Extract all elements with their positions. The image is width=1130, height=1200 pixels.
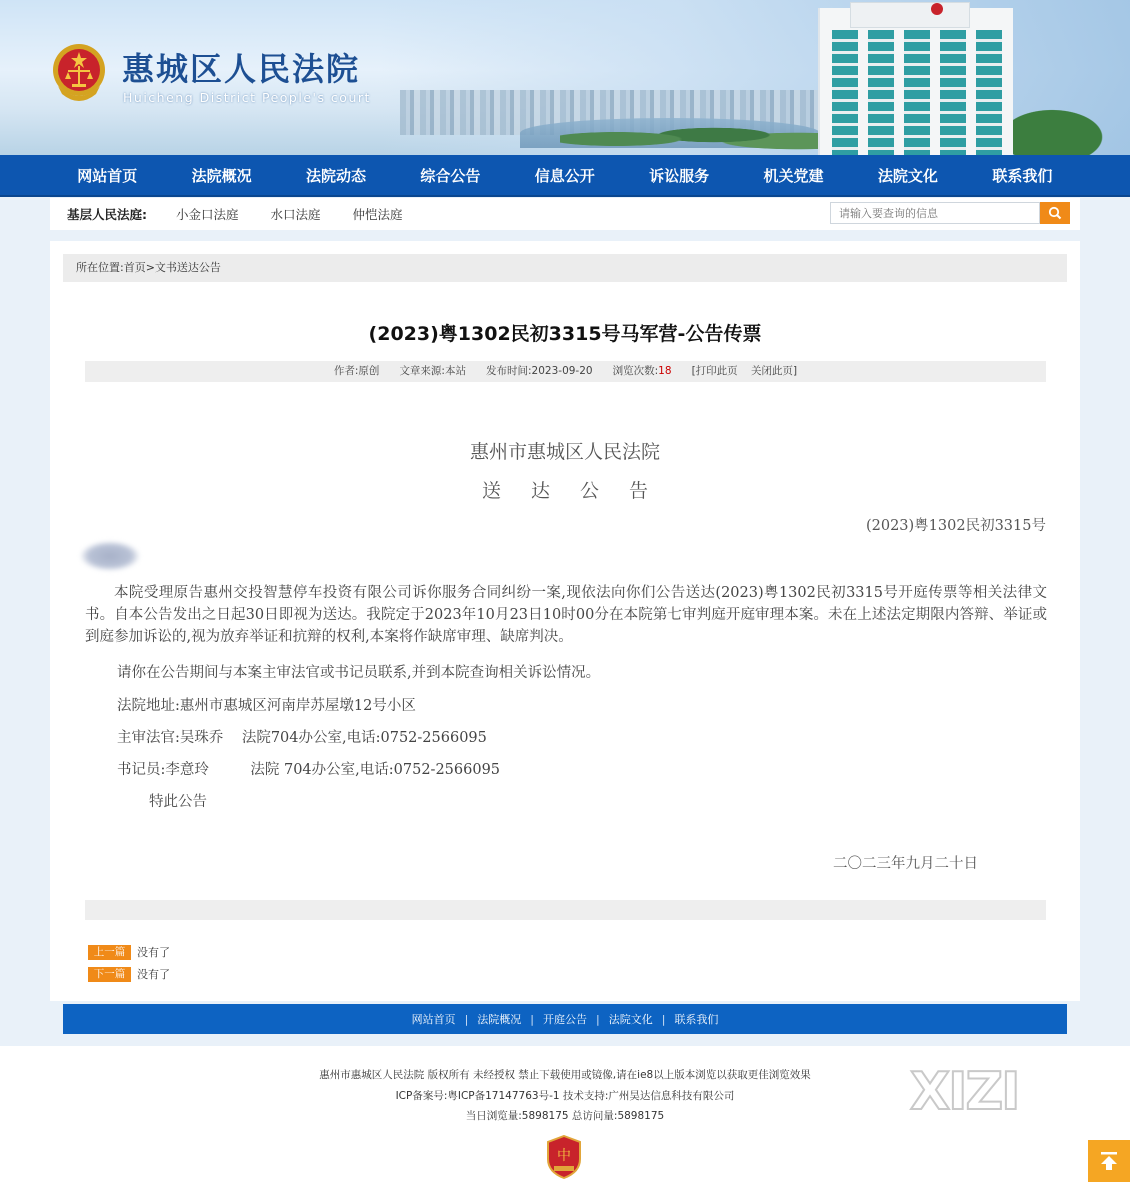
- meta-author: 作者:原创: [333, 365, 380, 377]
- print-page-link[interactable]: [打印此页: [691, 365, 738, 377]
- building-window-column: [940, 30, 966, 155]
- footer-icp: ICP备案号:粤ICP备17147763号-1 技术支持:广州昊达信息科技有限公司: [395, 1090, 735, 1102]
- footer-nav-home[interactable]: 网站首页: [411, 1013, 456, 1026]
- court-emblem-icon: [50, 42, 108, 104]
- footer-copyright: 惠州市惠城区人民法院 版权所有 未经授权 禁止下载使用或镜像,请在ie8以上版本浏览以获取更佳浏览效果: [319, 1069, 811, 1081]
- building-top: [850, 2, 970, 28]
- article-bottom-bar: [85, 900, 1046, 920]
- prev-article-tag[interactable]: 上一篇: [88, 945, 131, 960]
- nav-item-overview[interactable]: 法院概况: [191, 167, 252, 185]
- search-icon: [1048, 206, 1062, 220]
- building-window-column: [904, 30, 930, 155]
- watermark-logo: XIZI: [910, 1062, 1019, 1122]
- breadcrumb: 所在位置:首页>文书送达公告: [63, 254, 1067, 282]
- notice-date: 二〇二三年九月二十日: [833, 856, 978, 872]
- building-window-column: [976, 30, 1002, 155]
- notice-paragraph: 本院受理原告惠州交投智慧停车投资有限公司诉你服务合同纠纷一案,现依法向你们公告送达(2023)粤1302民初3315号开庭传票等相关法律文书。自本公告发出之日起30日即视为送达。我院定于2023年10月23日10时00分在本院第七审判庭开庭审理本案。未在上述法定期限内答辩、举证或到庭参加诉讼的,视为放弃举证和抗辩的权利,本案将作缺席审理、缺席判决。: [85, 585, 1047, 645]
- sub-bar: [50, 198, 1080, 230]
- notice-closing: 特此公告: [149, 794, 207, 810]
- site-subtitle: Huicheng District People's court: [123, 90, 371, 105]
- footer-nav: [63, 1004, 1067, 1034]
- notice-judge: 主审法官:吴珠乔 法院704办公室,电话:0752-2566095: [117, 730, 487, 746]
- prev-article: [88, 944, 170, 960]
- site-title: 惠城区人民法院: [122, 50, 361, 88]
- nav-item-news[interactable]: 法院动态: [305, 167, 366, 185]
- footer-nav-overview[interactable]: 法院概况: [477, 1013, 522, 1026]
- building-emblem: [931, 3, 943, 15]
- footer-visits: 当日浏览量:5898175 总访问量:5898175: [465, 1110, 665, 1122]
- footer-nav-contact[interactable]: 联系我们: [674, 1013, 719, 1026]
- footer-nav-culture[interactable]: 法院文化: [608, 1013, 653, 1026]
- header-banner: [0, 0, 1130, 155]
- next-article-tag[interactable]: 下一篇: [88, 967, 131, 982]
- meta-views-count: 18: [658, 365, 672, 377]
- nav-item-party[interactable]: 机关党建: [763, 167, 824, 185]
- article-title: (2023)粤1302民初3315号马军营-公告传票: [368, 323, 762, 345]
- close-page-link[interactable]: 关闭此页]: [751, 365, 798, 377]
- notice-contact-instruction: 请你在公告期间与本案主审法官或书记员联系,并到本院查询相关诉讼情况。: [117, 665, 601, 681]
- banner-trees-right: [1000, 95, 1130, 155]
- nav-item-contact[interactable]: 联系我们: [992, 167, 1053, 185]
- government-badge-icon[interactable]: [546, 1135, 582, 1179]
- meta-published: 发布时间:2023-09-20: [486, 365, 593, 377]
- next-article: [88, 966, 170, 982]
- nav-item-culture[interactable]: 法院文化: [877, 167, 938, 185]
- building-window-column: [868, 30, 894, 155]
- nav-item-litigation[interactable]: 诉讼服务: [649, 167, 710, 185]
- notice-clerk: 书记员:李意玲 法院 704办公室,电话:0752-2566095: [117, 762, 501, 778]
- notice-court-address: 法院地址:惠州市惠城区河南岸苏屋墩12号小区: [117, 698, 416, 714]
- notice-case-number: (2023)粤1302民初3315号: [865, 518, 1046, 534]
- search-button[interactable]: [1040, 202, 1070, 224]
- footer-nav-separator: |: [464, 1012, 469, 1026]
- article-meta: [85, 361, 1046, 382]
- main-nav: [0, 155, 1130, 197]
- footer-nav-hearings[interactable]: 开庭公告: [543, 1013, 587, 1026]
- branch-court-link[interactable]: 仲恺法庭: [352, 207, 403, 222]
- svg-text:中: 中: [557, 1148, 571, 1164]
- notice-title: 送达公告: [481, 480, 678, 502]
- nav-item-home[interactable]: 网站首页: [77, 167, 138, 185]
- meta-source: 文章来源:本站: [399, 365, 466, 377]
- back-to-top-button[interactable]: [1088, 1140, 1130, 1182]
- branch-court-link[interactable]: 小金口法庭: [176, 207, 239, 222]
- footer-nav-separator: |: [596, 1012, 600, 1026]
- next-article-text: 没有了: [137, 968, 170, 981]
- footer-nav-separator: |: [661, 1012, 666, 1026]
- branch-courts-label: 基层人民法庭:: [67, 207, 147, 222]
- court-building-image: [818, 8, 1013, 155]
- meta-views-label: 浏览次数:: [612, 365, 659, 377]
- nav-item-announcements[interactable]: 综合公告: [420, 167, 481, 185]
- notice-court-name: 惠州市惠城区人民法院: [469, 441, 660, 463]
- redacted-name: [80, 541, 140, 571]
- building-window-column: [832, 30, 858, 155]
- branch-court-link[interactable]: 水口法庭: [270, 207, 321, 222]
- branch-courts-links: [176, 205, 435, 223]
- footer-nav-separator: |: [530, 1012, 534, 1026]
- nav-item-disclosure[interactable]: 信息公开: [534, 167, 595, 185]
- search-input[interactable]: [830, 202, 1040, 224]
- article-panel: [50, 241, 1080, 1001]
- arrow-up-icon: [1098, 1150, 1120, 1172]
- prev-article-text: 没有了: [137, 946, 170, 959]
- banner-trees: [560, 115, 840, 155]
